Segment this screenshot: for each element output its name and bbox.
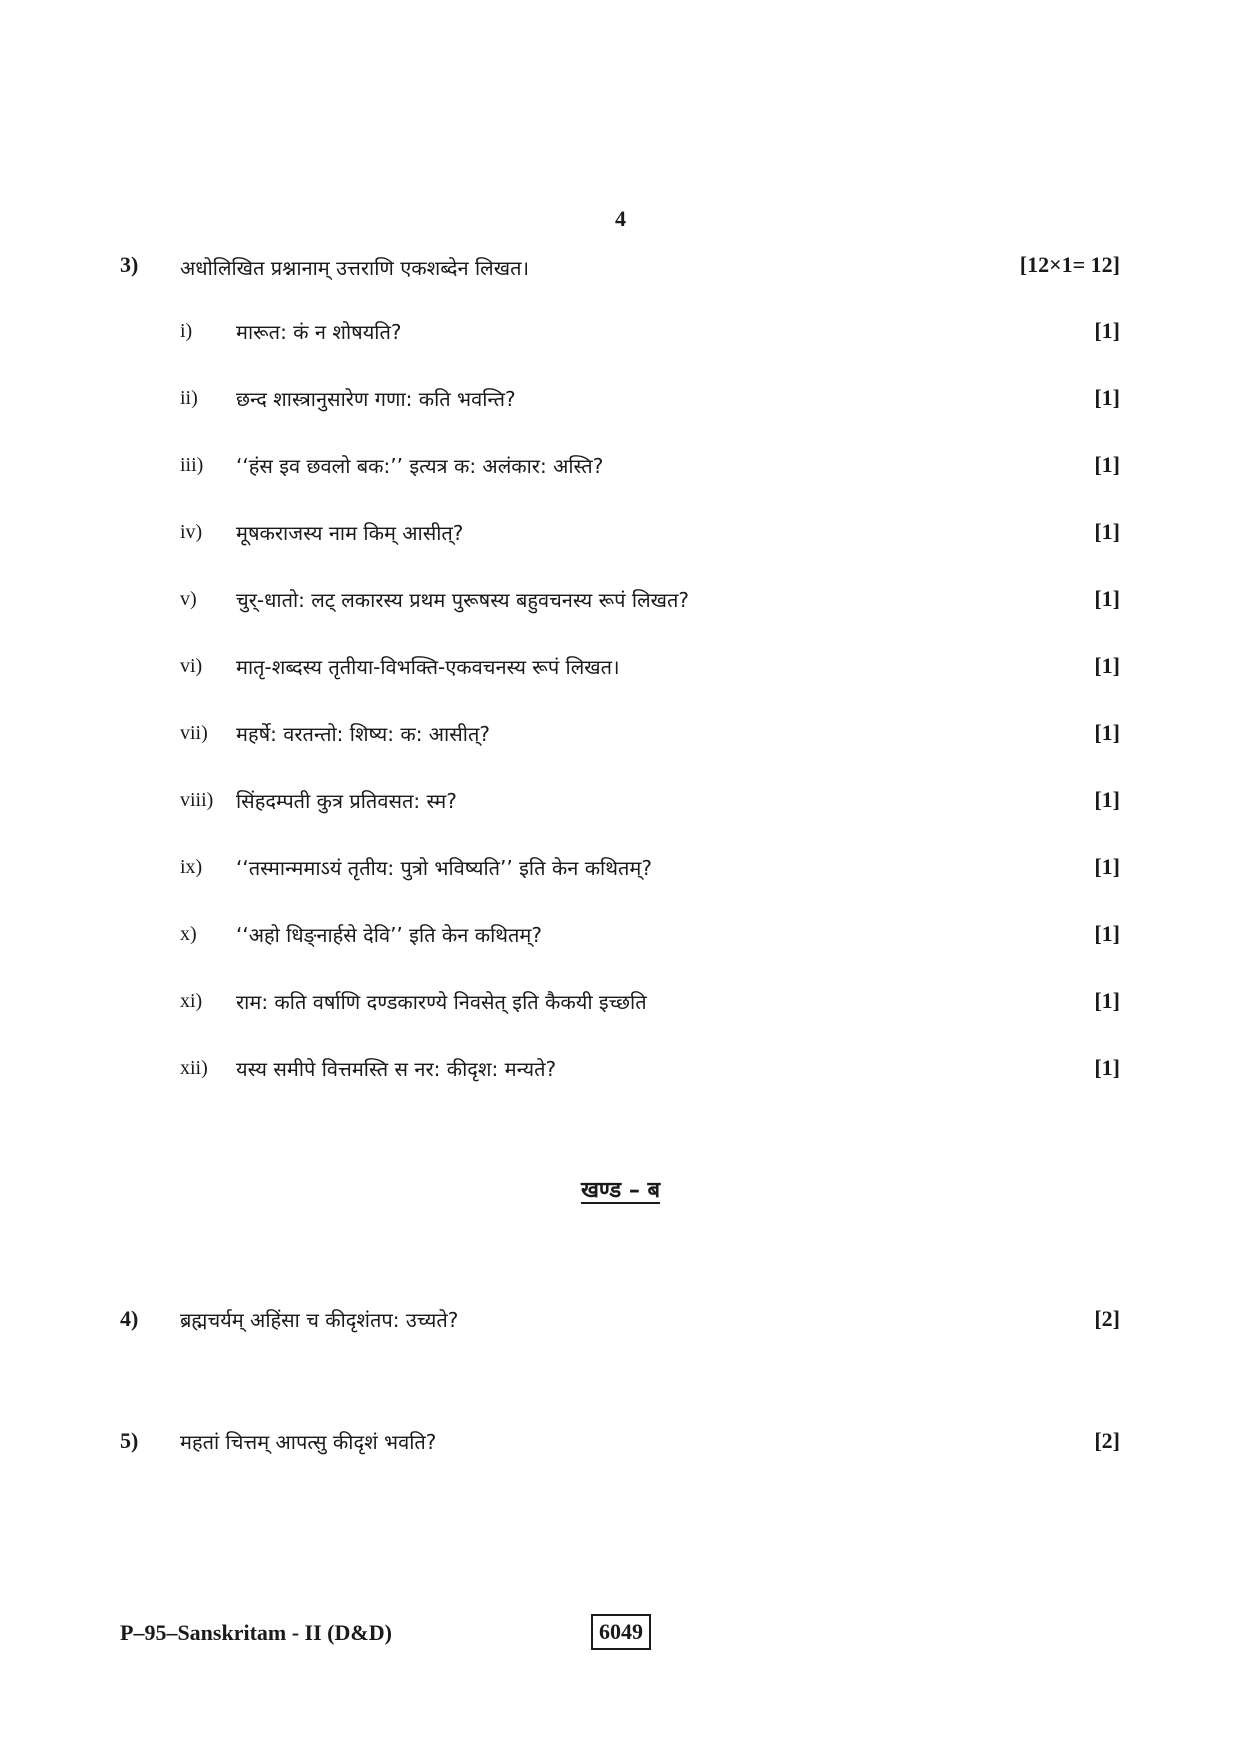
sub-question-text: यस्य समीपे वित्तमस्ति स नर: कीदृश: मन्यते? xyxy=(236,1057,557,1081)
sub-question-text: मूषकराजस्य नाम किम् आसीत्? xyxy=(236,521,464,545)
question-marks: [2] xyxy=(1094,1306,1120,1331)
page-number: 4 xyxy=(615,206,626,231)
sub-question-text: चुर्-धातो: लट् लकारस्य प्रथम पुरूषस्य बहुवचनस्य रूपं लिखत? xyxy=(236,588,690,612)
question-text: महतां चित्तम् आपत्सु कीदृशं भवति? xyxy=(180,1430,437,1454)
question-number: 5) xyxy=(120,1428,139,1453)
sub-question-number: ix) xyxy=(180,856,203,878)
question-number: 4) xyxy=(120,1306,139,1331)
sub-question-marks: [1] xyxy=(1094,519,1120,544)
sub-question-text: ‘‘हंस इव छवलो बक:’’ इत्यत्र क: अलंकार: अस्ति? xyxy=(236,454,604,478)
section-heading-text: खण्ड – ब xyxy=(580,1178,661,1203)
sub-question-marks: [1] xyxy=(1094,988,1120,1013)
sub-question-number: x) xyxy=(180,923,197,945)
question-text: अधोलिखित प्रश्नानाम् उत्तराणि एकशब्देन लिखत। xyxy=(180,256,530,280)
sub-question-number: viii) xyxy=(180,789,214,811)
paper-box-code: 6049 xyxy=(591,1614,651,1650)
sub-question-marks: [1] xyxy=(1094,1055,1120,1080)
sub-question-number: xii) xyxy=(180,1057,208,1079)
sub-question-number: vi) xyxy=(180,655,203,677)
question-text: ब्रह्मचर्यम् अहिंसा च कीदृशंतप: उच्यते? xyxy=(180,1308,459,1332)
sub-question-marks: [1] xyxy=(1094,452,1120,477)
sub-question-number: ii) xyxy=(180,387,198,409)
sub-question-number: i) xyxy=(180,320,193,342)
sub-question-text: ‘‘अहो धिङ्नार्हसे देवि’’ इति केन कथितम्? xyxy=(236,923,543,947)
sub-question-number: vii) xyxy=(180,722,208,744)
sub-question-number: xi) xyxy=(180,990,203,1012)
sub-question-marks: [1] xyxy=(1094,921,1120,946)
sub-question-marks: [1] xyxy=(1094,653,1120,678)
sub-question-text: छन्द शास्त्रानुसारेण गणा: कति भवन्ति? xyxy=(236,387,516,411)
question-number: 3) xyxy=(120,252,139,277)
sub-question-text: राम: कति वर्षाणि दण्डकारण्ये निवसेत् इति कैकयी इच्छति xyxy=(236,990,647,1014)
paper-code: P–95–Sanskritam - II (D&D) xyxy=(120,1620,392,1645)
sub-question-text: मारूत: कं न शोषयति? xyxy=(236,320,402,344)
sub-question-number: iii) xyxy=(180,454,204,476)
sub-question-number: iv) xyxy=(180,521,203,543)
sub-question-marks: [1] xyxy=(1094,720,1120,745)
sub-question-marks: [1] xyxy=(1094,318,1120,343)
sub-question-marks: [1] xyxy=(1094,385,1120,410)
sub-question-marks: [1] xyxy=(1094,787,1120,812)
sub-question-marks: [1] xyxy=(1094,854,1120,879)
section-heading xyxy=(0,1174,1241,1204)
sub-question-text: ‘‘तस्मान्ममाऽयं तृतीय: पुत्रो भविष्यति’’ इति केन कथितम्? xyxy=(236,856,652,880)
sub-question-marks: [1] xyxy=(1094,586,1120,611)
sub-question-text: सिंहदम्पती कुत्र प्रतिवसत: स्म? xyxy=(236,789,457,813)
sub-question-text: महर्षे: वरतन्तो: शिष्य: क: आसीत्? xyxy=(236,722,490,746)
sub-question-text: मातृ-शब्दस्य तृतीया-विभक्ति-एकवचनस्य रूपं लिखत। xyxy=(236,655,620,679)
sub-question-number: v) xyxy=(180,588,197,610)
question-marks: [12×1= 12] xyxy=(1019,252,1120,277)
question-marks: [2] xyxy=(1094,1428,1120,1453)
